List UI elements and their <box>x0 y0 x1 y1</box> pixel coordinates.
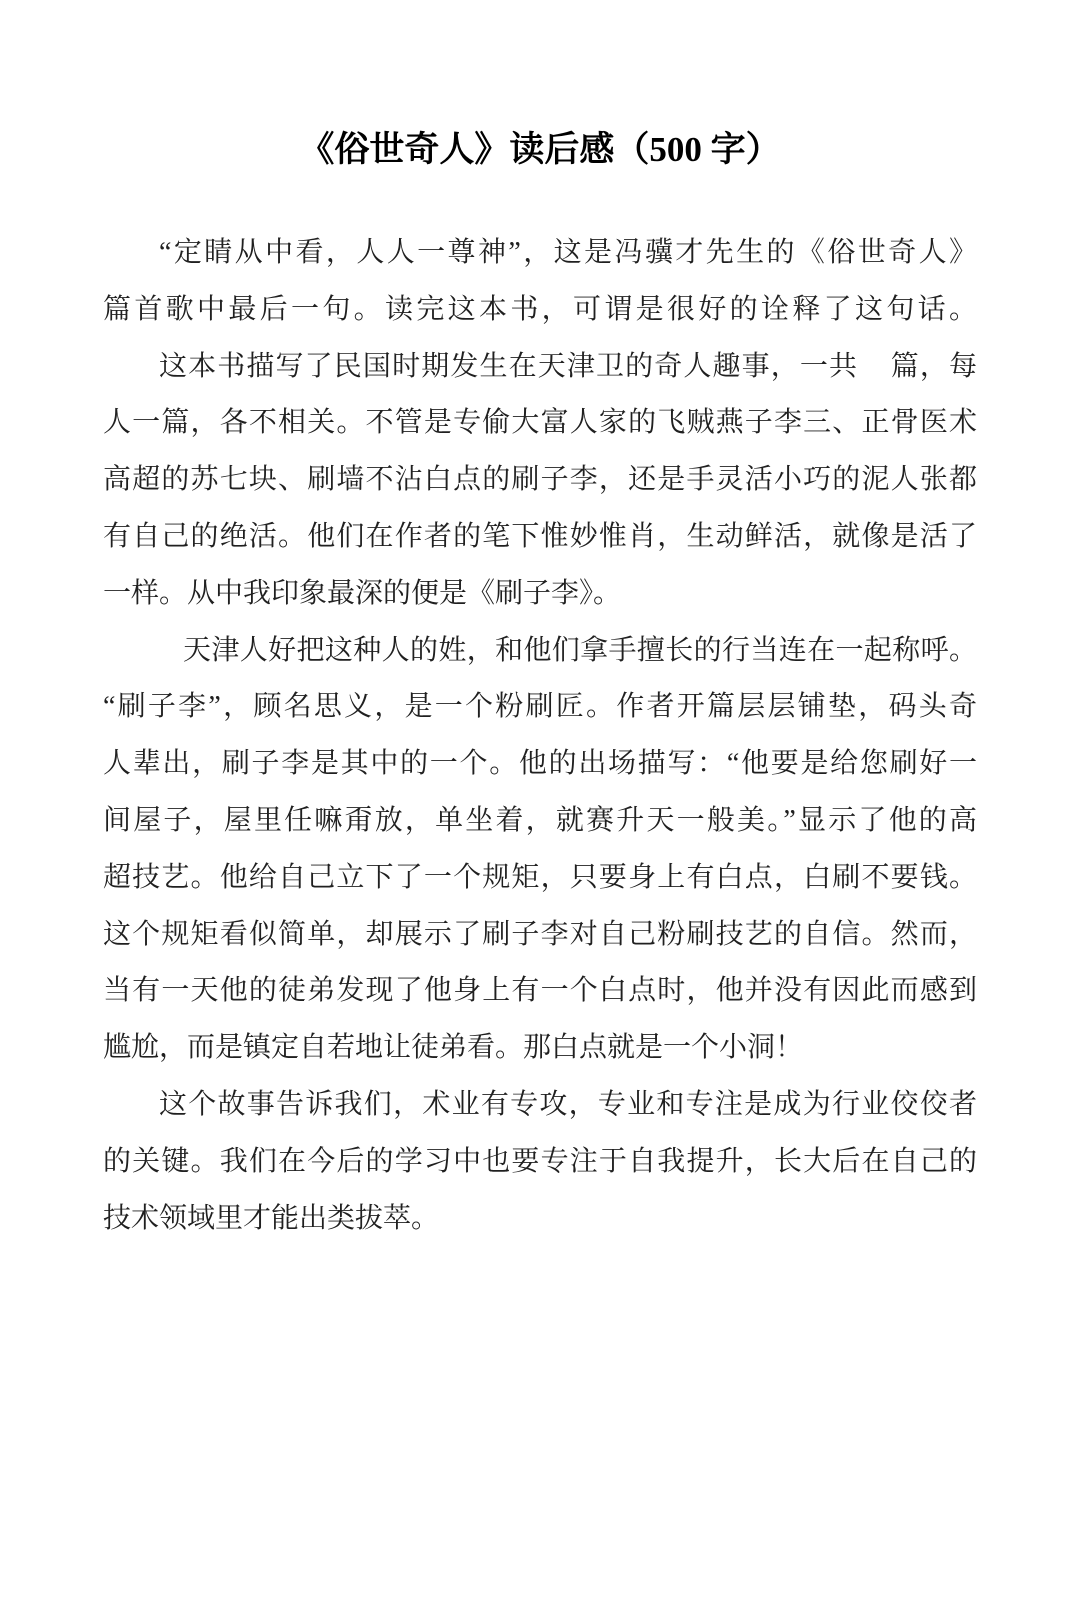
text-line: 这个规矩看似简单，却展示了刷子李对自己粉刷技艺的自信。然而， <box>103 918 977 950</box>
text-line: 当有一天他的徒弟发现了他身上有一个白点时，他并没有因此而感到 <box>103 975 977 1007</box>
text-line: 人辈出，刷子李是其中的一个。他的出场描写：“他要是给您刷好一 <box>103 748 977 780</box>
text-line: 高超的苏七块、刷墙不沾白点的刷子李，还是手灵活小巧的泥人张都 <box>103 464 977 496</box>
document-body <box>103 225 977 1247</box>
document-page <box>0 125 1080 1623</box>
text-line: 这本书描写了民国时期发生在天津卫的奇人趣事，一共 篇，每 <box>159 350 977 382</box>
text-line: 有自己的绝活。他们在作者的笔下惟妙惟肖，生动鲜活，就像是活了 <box>103 520 977 552</box>
text-line: 技术领域里才能出类拔萃。 <box>103 1202 440 1234</box>
text-line: 一样。从中我印象最深的便是《刷子李》。 <box>103 577 622 609</box>
text-line: 天津人好把这种人的姓，和他们拿手擅长的行当连在一起称呼。 <box>183 634 977 666</box>
text-line: 篇首歌中最后一句。读完这本书，可谓是很好的诠释了这句话。 <box>103 293 977 325</box>
document-title: 《俗世奇人》读后感（500 字） <box>299 130 781 169</box>
text-line: 间屋子，屋里任嘛甭放，单坐着，就赛升天一般美。”显示了他的高 <box>103 804 977 836</box>
text-line: 这个故事告诉我们，术业有专攻，专业和专注是成为行业佼佼者 <box>159 1088 977 1120</box>
text-line: 人一篇，各不相关。不管是专偷大富人家的飞贼燕子李三、正骨医术 <box>103 407 977 439</box>
text-line: 超技艺。他给自己立下了一个规矩，只要身上有白点，白刷不要钱。 <box>103 861 977 893</box>
text-line: 的关键。我们在今后的学习中也要专注于自我提升，长大后在自己的 <box>103 1145 977 1177</box>
text-line: “刷子李”，顾名思义，是一个粉刷匠。作者开篇层层铺垫，码头奇 <box>103 691 977 723</box>
text-line: 尴尬，而是镇定自若地让徒弟看。那白点就是一个小洞！ <box>103 1032 804 1064</box>
text-line: “定睛从中看，人人一尊神”，这是冯骥才先生的《俗世奇人》 <box>159 237 977 268</box>
